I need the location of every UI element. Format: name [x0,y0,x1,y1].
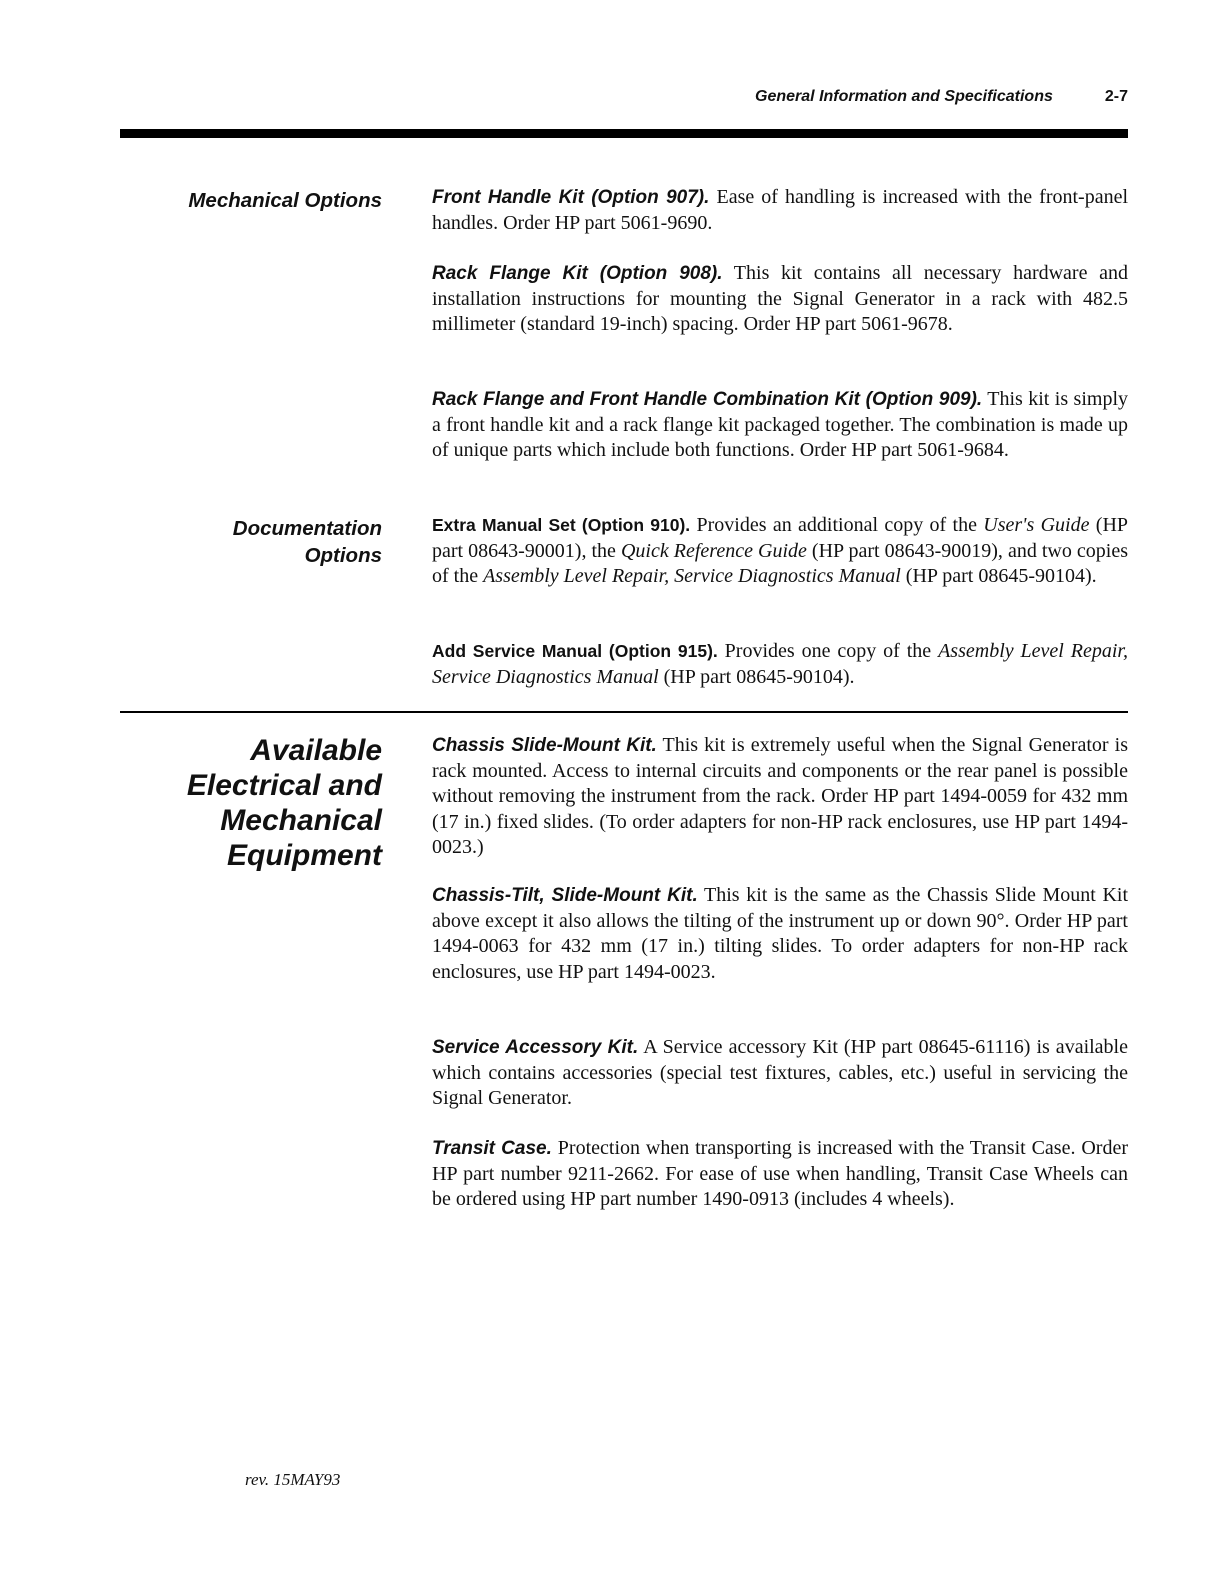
entry-rack-flange-front-handle-combo [432,387,1128,464]
entry-label: Front Handle Kit (Option 907). [432,187,710,208]
heading-line: Electrical and [186,769,382,802]
entry-front-handle-kit [432,185,1128,236]
entry-chassis-tilt-slide-mount-kit [432,883,1128,985]
entry-label: Service Accessory Kit. [432,1037,639,1058]
page-number: 2-7 [1104,88,1128,105]
entry-chassis-slide-mount-kit [432,733,1128,861]
entry-body: Ease of handling is increased with the front-panel handles. Order HP part 5061-9690. [432,186,1129,234]
doc-title-assembly-level-repair: Assembly Level Repair, Service Diagnostics Manual [483,565,901,587]
entry-add-service-manual [432,639,1128,690]
mechanical-options-heading: Mechanical Options [188,189,382,212]
entry-text: (HP part 08643-90019), and two copies of the [432,539,1128,587]
entry-rack-flange-kit [432,261,1128,338]
entry-body: This kit is extremely useful when the Signal Generator is rack mounted. Access to internal circuits and components or the rear panel is possible without removing the instrument from the rack. Order HP part 1494-0059 for 432 mm (17 in.) fixed slides. (To order adapters for non-HP rack enclosures, use HP part 1494-0023.) [432,734,1128,858]
entry-text: Provides one copy of the [717,640,939,662]
entry-body: This kit is simply a front handle kit and a rack flange kit packaged together. The combination is made up of unique parts which include both functions. Order HP part 5061-9684. [432,388,1128,461]
heading-line: Mechanical [220,804,382,837]
entry-body: This kit contains all necessary hardware and installation instructions for mounting the Signal Generator in a rack with 482.5 millimeter (standard 19-inch) spacing. Order HP part 5061-9678. [432,262,1128,335]
entry-body: A Service accessory Kit (HP part 08645-61116) is available which contains accessories (special test fixtures, cables, etc.) useful in servicing the Signal Generator. [432,1036,1128,1109]
entry-label: Add Service Manual (Option 915). [432,641,718,661]
doc-title-assembly-level-repair: Assembly Level Repair, Service Diagnostics Manual [432,640,1128,688]
revision-footer: rev. 15MAY93 [245,1470,341,1489]
entry-label: Chassis Slide-Mount Kit. [432,735,657,756]
entry-label: Chassis-Tilt, Slide-Mount Kit. [432,885,698,906]
entry-label: Rack Flange and Front Handle Combination Kit (Option 909). [432,389,983,410]
entry-transit-case [432,1136,1128,1213]
entry-label: Rack Flange Kit (Option 908). [432,263,723,284]
equipment-heading [102,733,382,873]
entry-text: Provides an additional copy of the [690,514,984,536]
entry-body: Protection when transporting is increased with the Transit Case. Order HP part number 9211-2662. For ease of use when handling, Transit Case Wheels can be ordered using HP part number 1490-0913 (includes 4 wheels). [432,1137,1129,1210]
entry-extra-manual-set [432,513,1128,590]
entry-text: (HP part 08645-90104). [658,665,855,688]
heading-line: Equipment [227,839,382,872]
entry-text: (HP part 08645-90104). [900,565,1097,587]
entry-label: Transit Case. [432,1138,552,1159]
running-header [120,88,1128,106]
heading-line: Available [250,734,382,767]
heading-line: Options [304,544,382,567]
top-rule [120,129,1128,138]
documentation-options-heading [102,515,382,569]
heading-line: Documentation [232,517,382,540]
entry-text: (HP part 08643-90001), the [432,514,1129,562]
doc-title-users-guide: User's Guide [983,514,1090,536]
entry-service-accessory-kit [432,1035,1128,1112]
running-header-title: General Information and Specifications [755,88,1053,105]
doc-title-quick-reference: Quick Reference Guide [620,539,807,562]
entry-label: Extra Manual Set (Option 910). [432,515,691,535]
section-divider [120,711,1128,713]
entry-body: This kit is the same as the Chassis Slide Mount Kit above except it also allows the tilting of the instrument up or down 90°. Order HP part 1494-0063 for 432 mm (17 in.) tilting slides. To order adapters for non-HP rack enclosures, use HP part 1494-0023. [432,884,1129,983]
